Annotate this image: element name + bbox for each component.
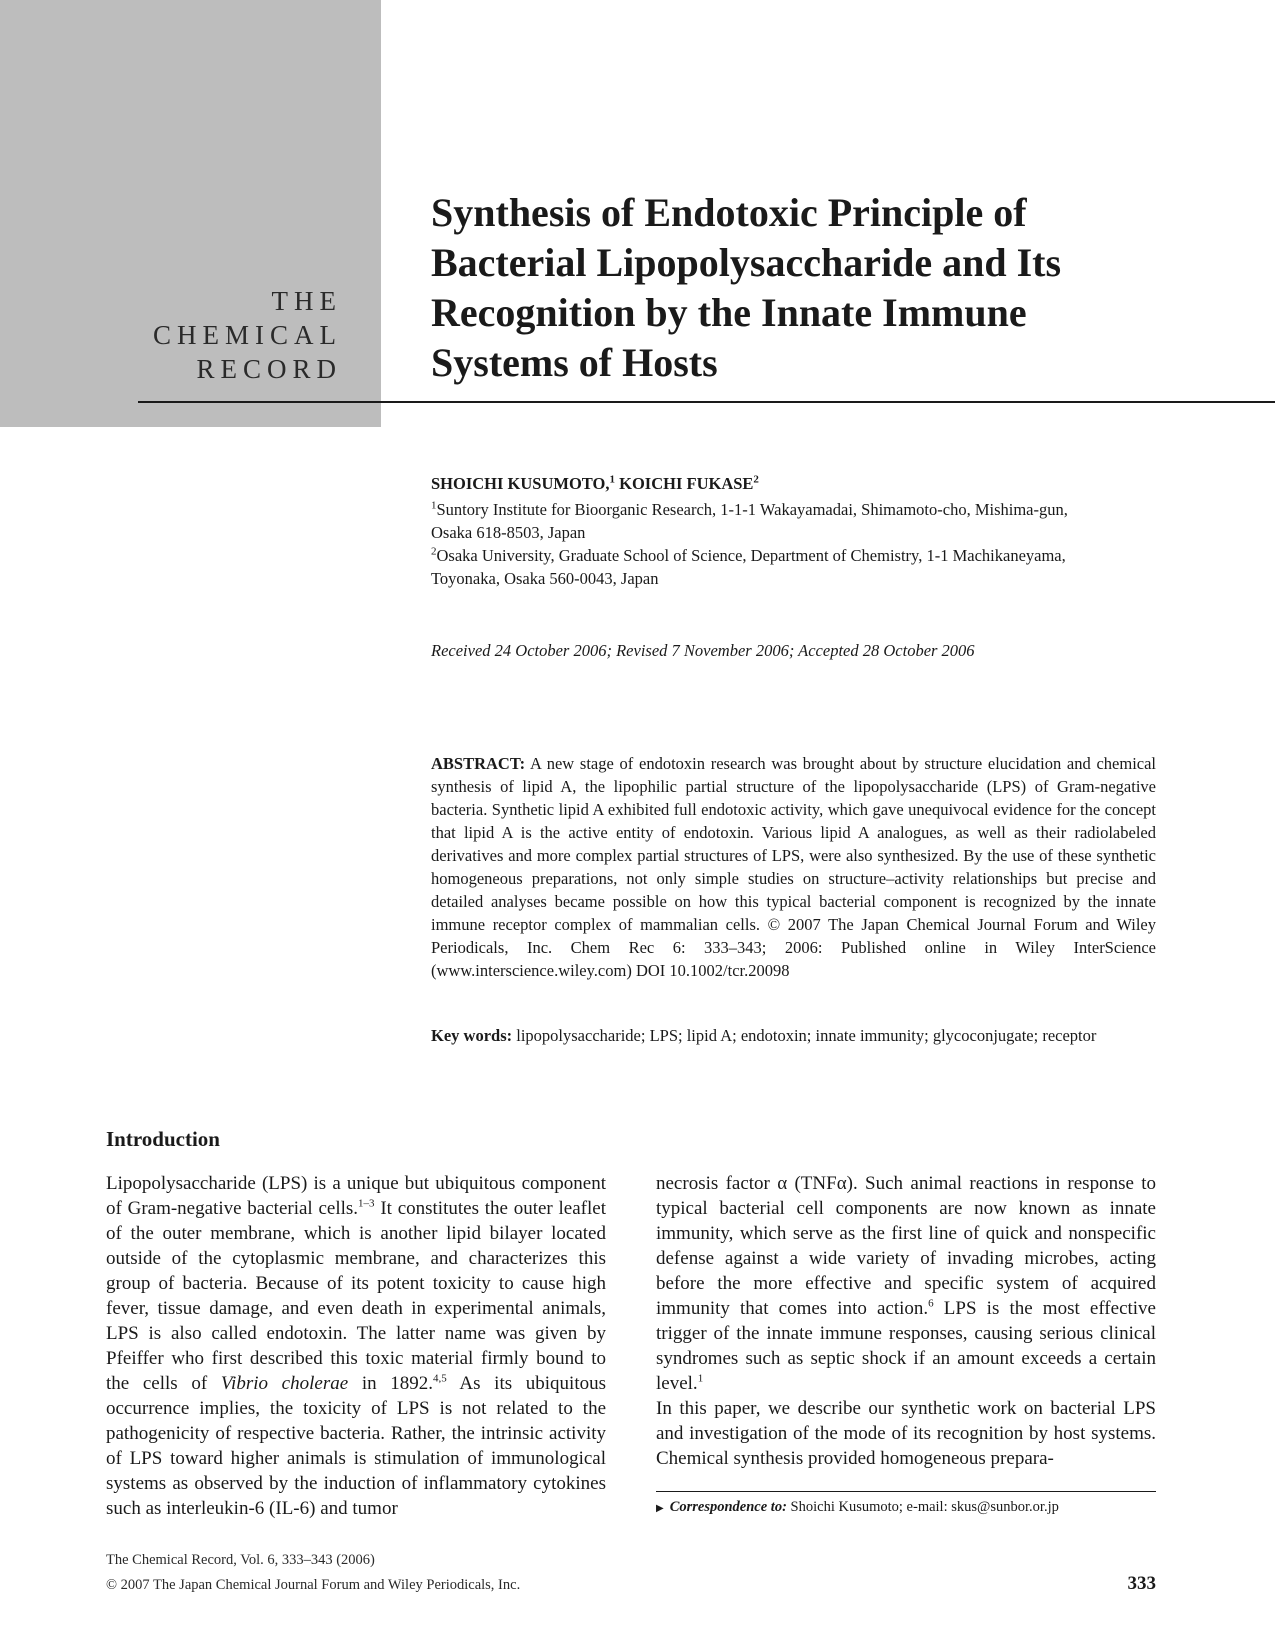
text-column-left bbox=[106, 1171, 606, 1521]
footer-copyright: © 2007 The Japan Chemical Journal Forum and Wiley Periodicals, Inc. bbox=[106, 1577, 521, 1593]
affiliation-2: $^2$Osaka University, Graduate School of Science, Department of Chemistry, 1-1 Machikaneyama, Toyonaka, Osaka 560-0043, Japan bbox=[431, 545, 1066, 588]
abstract-text: A new stage of endotoxin research was brought about by structure elucidation and chemical synthesis of lipid A, the lipophilic partial structure of the lipopolysaccharide (LPS) of Gram-negative bacteria. Synthetic lipid A exhibited full endotoxic activity, which gave unequivocal evidence for the concept that lipid A is the active entity of endotoxin. Various lipid A analogues, as well as their radiolabeled derivatives and more complex partial structures of LPS, were also synthesized. By the use of these synthetic homogeneous preparations, not only simple studies on structure–activity relationships but precise and detailed analyses became possible on how this typical bacterial component is recognized by the innate immune receptor complex of mammalian cells. © 2007 The Japan Chemical Journal Forum and Wiley Periodicals, Inc. Chem Rec 6: 333–343; 2006: Published online in Wiley InterScience (www.interscience.wiley.com) DOI 10.1002/tcr.20098 bbox=[431, 754, 1157, 980]
footer-citation: The Chemical Record, Vol. 6, 333–343 (2006) bbox=[106, 1552, 375, 1568]
citation-ref: 1–3 bbox=[358, 1197, 375, 1210]
article-title: Synthesis of Endotoxic Principle of Bacterial Lipopolysaccharide and Its Recognition by the Innate Immune Systems of Hosts bbox=[431, 190, 1062, 385]
author-name: KOICHI FUKASE bbox=[619, 474, 754, 493]
citation-ref: 1 bbox=[697, 1372, 704, 1385]
article-dates: Received 24 October 2006; Revised 7 November 2006; Accepted 28 October 2006 bbox=[431, 641, 975, 660]
title-divider bbox=[138, 401, 1275, 403]
page-number: 333 bbox=[1127, 1573, 1156, 1594]
triangle-bullet-icon: ▶ bbox=[656, 1503, 664, 1514]
section-heading-introduction: Introduction bbox=[106, 1127, 220, 1151]
paragraph: Lipopolysaccharide (LPS) is a unique but ubiquitous component of Gram-negative bacterial cells.$^{1-3}$ It constitutes the outer leaflet of the outer membrane, which is another lipid bilayer located outside of the cytoplasmic membrane, and characterizes this group of bacteria. Because of its potent toxicity to cause high fever, tissue damage, and even death in experimental animals, LPS is also called endotoxin. The latter name was given by Pfeiffer who first described this toxic material firmly bound to the cells of Vibrio cholerae in 1892.$^{4,5}$ As its ubiquitous occurrence implies, the toxicity of LPS is not related to the pathogenicity of respective bacteria. Rather, the intrinsic activity of LPS toward higher animals is stimulation of immunological systems as observed by the induction of inflammatory cytokines such as interleukin-6 (IL-6) and tumor bbox=[106, 1173, 607, 1519]
journal-name: THE CHEMICAL RECORD bbox=[153, 286, 342, 384]
footnote-divider bbox=[656, 1491, 1156, 1492]
correspondence-label: Correspondence to: bbox=[669, 1499, 787, 1515]
paragraph: necrosis factor α (TNFα). Such animal reactions in response to typical bacterial cell components are now known as innate immunity, which serve as the first line of quick and nonspecific defense against a wide variety of invading microbes, acting before the more effective and specific system of acquired immunity that comes into action.$^6$ LPS is the most effective trigger of the innate immune responses, causing serious clinical syndromes such as septic shock if an amount exceeds a certain level.$^1$ bbox=[656, 1173, 1156, 1394]
paragraph: In this paper, we describe our synthetic work on bacterial LPS and investigation of the mode of its recognition by host systems. Chemical synthesis provided homogeneous prepara- bbox=[656, 1398, 1156, 1469]
author-name: SHOICHI KUSUMOTO, bbox=[431, 474, 610, 493]
affiliation-1: $^1$Suntory Institute for Bioorganic Research, 1-1-1 Wakayamadai, Shimamoto-cho, Mishima-gun, Osaka 618-8503, Japan bbox=[431, 499, 1068, 542]
citation-ref: 6 bbox=[928, 1297, 934, 1310]
keywords-label: Key words: bbox=[431, 1026, 513, 1045]
text-column-right bbox=[656, 1171, 1156, 1471]
keywords bbox=[431, 1024, 1121, 1047]
author-list: SHOICHI KUSUMOTO,$^1$ KOICHI FUKASE$^2$ bbox=[431, 473, 759, 493]
abstract bbox=[431, 752, 1156, 982]
correspondence-text: Shoichi Kusumoto; e-mail: skus@sunbor.or.jp bbox=[786, 1499, 1059, 1515]
keywords-text: lipopolysaccharide; LPS; lipid A; endotoxin; innate immunity; glycoconjugate; receptor bbox=[516, 1026, 1097, 1045]
correspondence-footnote bbox=[656, 1499, 1156, 1516]
abstract-label: ABSTRACT: bbox=[431, 754, 526, 773]
citation-ref: 4,5 bbox=[433, 1372, 447, 1385]
